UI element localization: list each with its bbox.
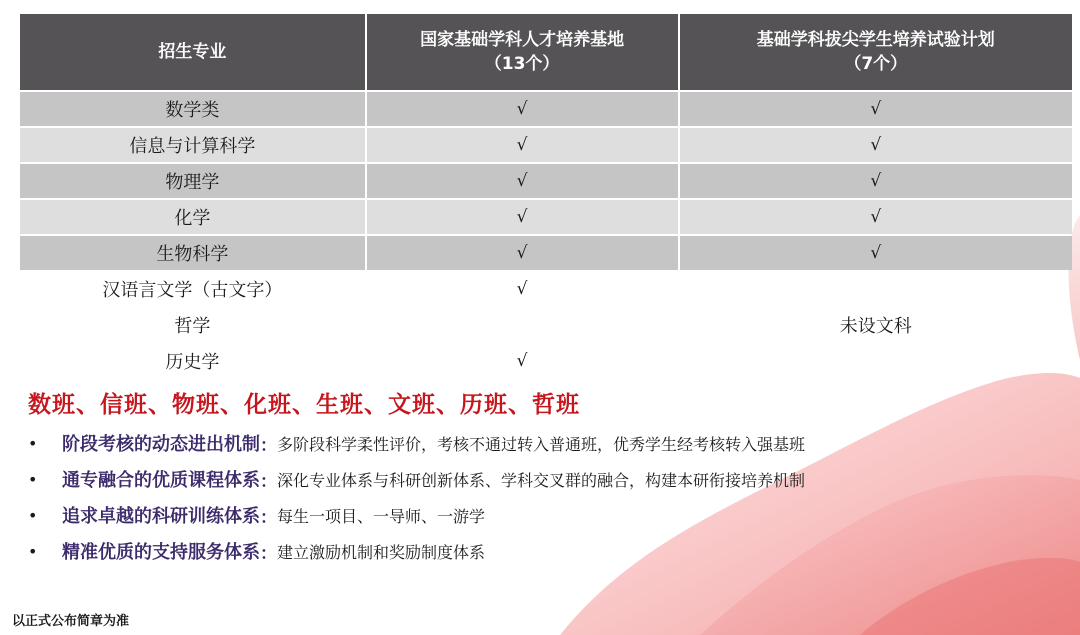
list-item: [28, 533, 805, 569]
cell-major: 历史学: [165, 352, 220, 373]
header-plan: [680, 14, 1073, 90]
footnote: 以正式公布简章为准: [12, 614, 130, 629]
bullet-colon: ：: [260, 471, 277, 492]
cell-plan: √: [870, 243, 882, 263]
header-base-line2: （13个）: [484, 54, 560, 74]
bullet-dot-icon: •: [28, 505, 38, 525]
bullet-desc: 深化专业体系与科研创新体系、学科交叉群的融合，构建本研衔接培养机制: [277, 470, 806, 490]
cell-major: 物理学: [165, 172, 220, 193]
bullet-dot-icon: •: [28, 433, 38, 453]
bullet-colon: ：: [260, 543, 277, 564]
majors-table: [20, 14, 1072, 378]
list-item: [28, 497, 805, 533]
cell-plan: √: [870, 207, 882, 227]
cell-major: 哲学: [174, 316, 211, 337]
header-base: [367, 14, 680, 90]
table-row: [20, 272, 1072, 306]
cell-base: √: [516, 171, 528, 191]
bullet-colon: ：: [260, 435, 277, 456]
cell-major: 生物科学: [156, 244, 229, 265]
bullet-desc: 多阶段科学柔性评价，考核不通过转入普通班，优秀学生经考核转入强基班: [277, 434, 806, 454]
header-plan-line1: 基础学科拔尖学生培养试验计划: [756, 30, 995, 50]
table-row: [20, 236, 1072, 270]
cell-base: √: [516, 207, 528, 227]
bullet-dot-icon: •: [28, 469, 38, 489]
bullet-title: 追求卓越的科研训练体系: [62, 506, 260, 527]
bullet-title: 阶段考核的动态进出机制: [62, 434, 260, 455]
cell-major: 数学类: [165, 100, 220, 121]
features-list: [28, 425, 805, 569]
cell-base: √: [516, 99, 528, 119]
cell-major: 汉语言文学（古文字）: [102, 280, 283, 301]
bullet-title: 通专融合的优质课程体系: [62, 470, 260, 491]
table-row: [20, 200, 1072, 234]
table-row: [20, 308, 1072, 342]
cell-plan: √: [870, 171, 882, 191]
cell-plan-note: 未设文科: [839, 316, 912, 337]
cell-base: √: [516, 351, 528, 371]
cell-plan: √: [870, 135, 882, 155]
table-header: [20, 14, 1072, 90]
header-major: [20, 14, 367, 90]
header-plan-line2: （7个）: [844, 54, 908, 74]
table-row: [20, 164, 1072, 198]
cell-base: √: [516, 135, 528, 155]
table-row: [20, 344, 1072, 378]
cell-major: 信息与计算科学: [129, 136, 256, 157]
bullet-desc: 每生一项目、一导师、一游学: [277, 506, 486, 526]
list-item: [28, 461, 805, 497]
cell-plan: √: [870, 99, 882, 119]
bullet-title: 精准优质的支持服务体系: [62, 542, 260, 563]
cell-major: 化学: [174, 208, 211, 229]
table-row: [20, 92, 1072, 126]
classes-heading: 数班、信班、物班、化班、生班、文班、历班、哲班: [28, 392, 580, 418]
cell-base: √: [516, 243, 528, 263]
cell-base: √: [516, 279, 528, 299]
table-row: [20, 128, 1072, 162]
list-item: [28, 425, 805, 461]
bullet-colon: ：: [260, 507, 277, 528]
header-base-line1: 国家基础学科人才培养基地: [420, 30, 625, 50]
header-major-label: 招生专业: [158, 42, 227, 62]
bullet-desc: 建立激励机制和奖励制度体系: [277, 542, 486, 562]
bullet-dot-icon: •: [28, 541, 38, 561]
